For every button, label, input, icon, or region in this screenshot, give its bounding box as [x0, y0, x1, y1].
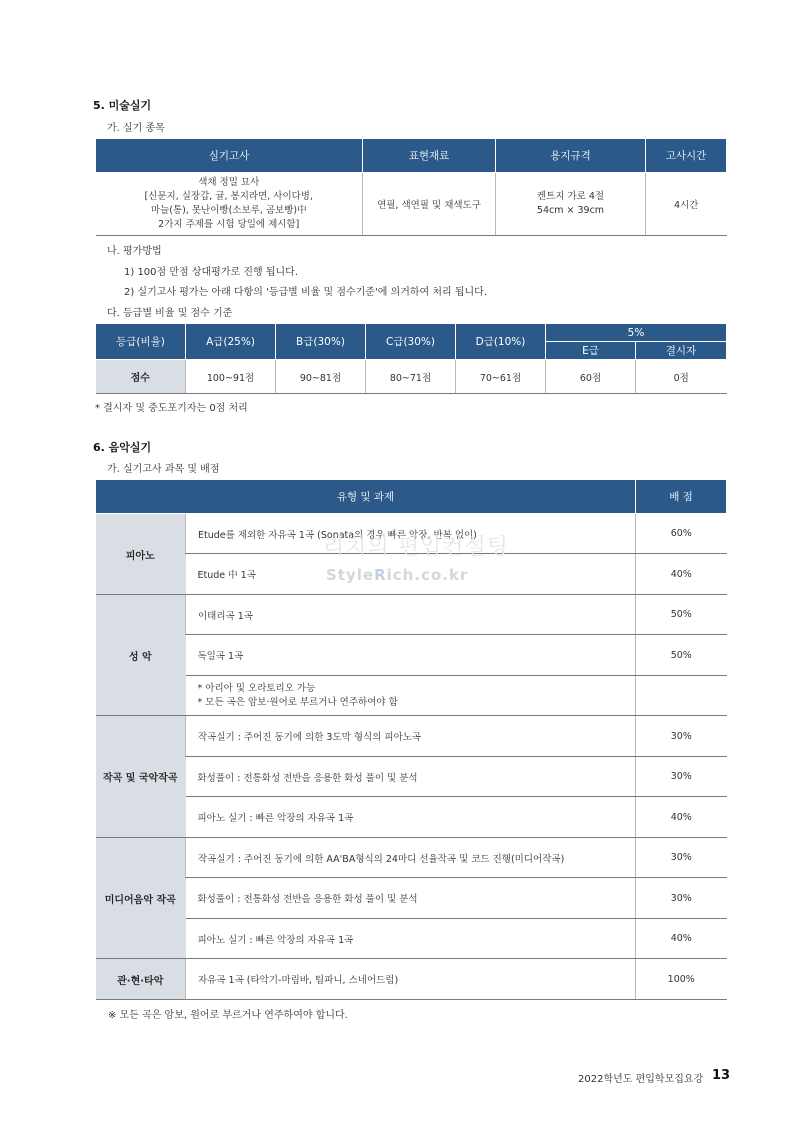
comp-score-3: 40% [636, 797, 727, 838]
score-e: 60점 [546, 360, 636, 394]
grade-c-header: C급(30%) [366, 324, 456, 360]
score-row-label: 점수 [96, 360, 186, 394]
vocal-task-1: 이태리곡 1곡 [186, 595, 636, 635]
grade-header: 등급(비율) [96, 324, 186, 360]
exam-time: 4시간 [646, 173, 727, 236]
vocal-task-2: 독일곡 1곡 [186, 635, 636, 676]
col-header-paper: 용지규격 [496, 139, 646, 173]
watermark-korean: 리치의 편입컨설팅 [323, 535, 510, 560]
media-score-1: 30% [636, 838, 727, 878]
section-5-c-label: 다. 등급별 비율 및 점수 기준 [107, 308, 233, 319]
exam-description: 색채 정밀 묘사 [신문지, 실장갑, 귤, 봉지라면, 사이다병, 마늘(통), 못난이빵(소보루, 곰보빵)中 2가지 주제를 시험 당일에 제시함] [96, 173, 363, 236]
category-vocal: 성 악 [96, 595, 186, 716]
exam-items-table [95, 138, 727, 236]
section-5-title: 5. 미술실기 [93, 99, 152, 112]
vocal-note-score [636, 676, 727, 716]
media-task-3: 피아노 실기 : 빠른 악장의 자유곡 1곡 [186, 919, 636, 959]
comp-task-1: 작곡실기 : 주어진 동기에 의한 3도막 형식의 피아노곡 [186, 716, 636, 757]
section-5-b-label: 나. 평가방법 [107, 246, 162, 257]
piano-task-1: Etude를 제외한 자유곡 1곡 (Sonata의 경우 빠른 악장, 반복 없이) [186, 514, 636, 554]
score-a: 100~91점 [186, 360, 276, 394]
score-c: 80~71점 [366, 360, 456, 394]
col-header-material: 표현재료 [363, 139, 496, 173]
score-d: 70~61점 [456, 360, 546, 394]
vocal-score-2: 50% [636, 635, 727, 676]
grade-b-header: B급(30%) [276, 324, 366, 360]
category-composition: 작곡 및 국악작곡 [96, 716, 186, 838]
category-media-music: 미디어음악 작곡 [96, 838, 186, 959]
exam-paper: 켄트지 가로 4절 54cm × 39cm [496, 173, 646, 236]
col-header-score: 배 점 [636, 480, 727, 514]
footer-label: 2022학년도 편입학모집요강 [578, 1074, 704, 1085]
section-6-title: 6. 음악실기 [93, 441, 152, 454]
grade-a-header: A급(25%) [186, 324, 276, 360]
grade-ratio-table [95, 323, 727, 394]
exam-material: 연필, 색연필 및 채색도구 [363, 173, 496, 236]
watermark-url: StyleRich.co.kr [326, 566, 469, 584]
grade-d-header: D급(10%) [456, 324, 546, 360]
page-number: 13 [712, 1068, 731, 1083]
section-6-a-label: 가. 실기고사 과목 및 배점 [107, 464, 220, 475]
grade-absent-header: 결시자 [636, 342, 727, 360]
score-absent: 0점 [636, 360, 727, 394]
comp-score-1: 30% [636, 716, 727, 757]
eval-method-2: 2) 실기고사 평가는 아래 다항의 '등급별 비율 및 점수기준'에 의거하여 처리 됩니다. [124, 287, 488, 298]
media-task-1: 작곡실기 : 주어진 동기에 의한 AA'BA형식의 24마디 선율작곡 및 코드 진행(미디어작곡) [186, 838, 636, 878]
col-header-time: 고사시간 [646, 139, 727, 173]
section-5-note: * 결시자 및 중도포기자는 0점 처리 [95, 403, 248, 414]
col-header-task: 유형 및 과제 [96, 480, 636, 514]
eval-method-1: 1) 100점 만점 상대평가로 진행 됩니다. [124, 267, 299, 278]
grade-5pct-header: 5% [546, 324, 727, 342]
piano-score-1: 60% [636, 514, 727, 554]
score-b: 90~81점 [276, 360, 366, 394]
grade-e-header: E급 [546, 342, 636, 360]
section-6-note: ※ 모든 곡은 암보, 원어로 부르거나 연주하여야 합니다. [108, 1010, 348, 1021]
category-instruments: 관·현·타악 [96, 959, 186, 1000]
col-header-exam: 실기고사 [96, 139, 363, 173]
comp-score-2: 30% [636, 757, 727, 797]
media-score-3: 40% [636, 919, 727, 959]
inst-task-1: 자유곡 1곡 (타악기-마림바, 팀파니, 스네어드럼) [186, 959, 636, 1000]
comp-task-2: 화성풀이 : 전통화성 전반을 응용한 화성 풀이 및 분석 [186, 757, 636, 797]
media-score-2: 30% [636, 878, 727, 919]
vocal-note: * 아리아 및 오라토리오 가능 * 모든 곡은 암보·원어로 부르거나 연주하여야 함 [186, 676, 636, 716]
vocal-score-1: 50% [636, 595, 727, 635]
media-task-2: 화성풀이 : 전통화성 전반을 응용한 화성 풀이 및 분석 [186, 878, 636, 919]
piano-task-2: Etude 中 1곡 [186, 554, 636, 595]
section-5-a-label: 가. 실기 종목 [107, 123, 165, 134]
comp-task-3: 피아노 실기 : 빠른 악장의 자유곡 1곡 [186, 797, 636, 838]
inst-score-1: 100% [636, 959, 727, 1000]
piano-score-2: 40% [636, 554, 727, 595]
category-piano: 피아노 [96, 514, 186, 595]
